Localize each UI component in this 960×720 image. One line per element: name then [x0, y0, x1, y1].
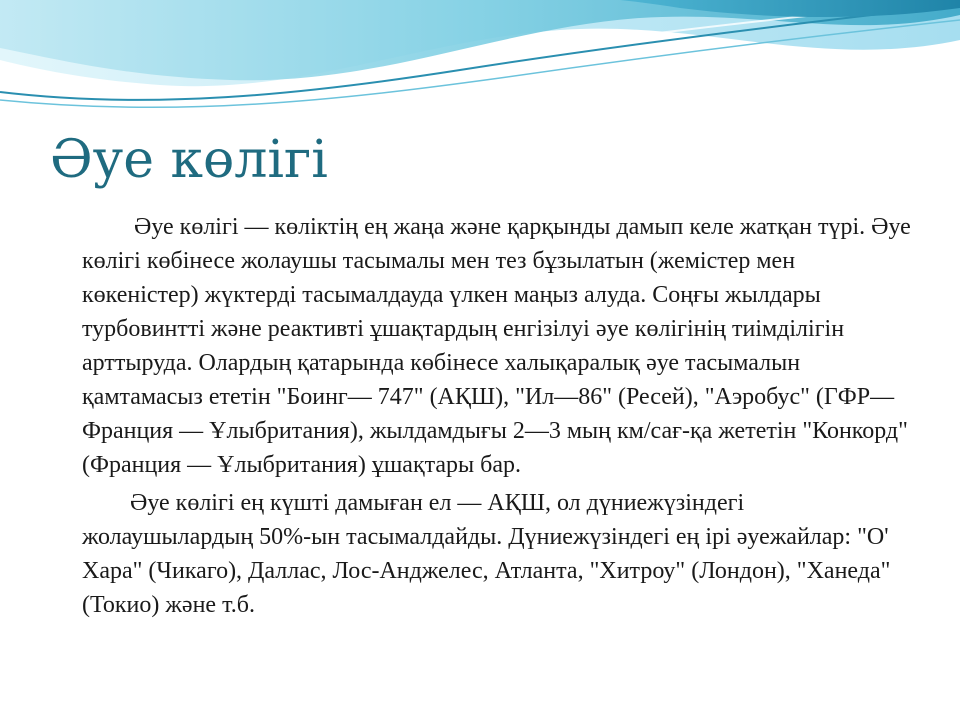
- slide-body: [82, 210, 912, 626]
- paragraph-1: Әуе көлігі — көліктің ең жаңа және қарқынды дамып келе жатқан түрі. Әуе көлігі көбінесе жолаушы тасымалы мен тез бұзылатын (жемістер мен көкеністер) жүктерді тасымалдауда үлкен маңыз алуда. Соңғы жылдары турбовинтті және реактивті ұшақтардың енгізілуі әуе көлігінің тиімділігін арттыруда. Олардың қатарында көбінесе халықаралық әуе тасымалын қамтамасыз ететін "Боинг— 747" (АҚШ), "Ил—86" (Ресей), "Аэробус" (ГФР—Франция — Ұлыбритания), жылдамдығы 2—3 мың км/сағ-қа жететін "Конкорд" (Франция — Ұлыбритания) ұшақтары бар.: [82, 214, 911, 478]
- paragraph-2: Әуе көлігі ең күшті дамыған ел — АҚШ, ол дүниежүзіндегі жолаушылардың 50%-ын тасымалдайды. Дүниежүзіндегі ең ірі әуежайлар: "О' Хара" (Чикаго), Даллас, Лос-Анджелес, Атланта, "Хитроу" (Лондон), "Ханеда" (Токио) және т.б.: [82, 490, 891, 618]
- slide-title: Әуе көлігі: [50, 130, 328, 190]
- wave-decoration: [0, 0, 960, 130]
